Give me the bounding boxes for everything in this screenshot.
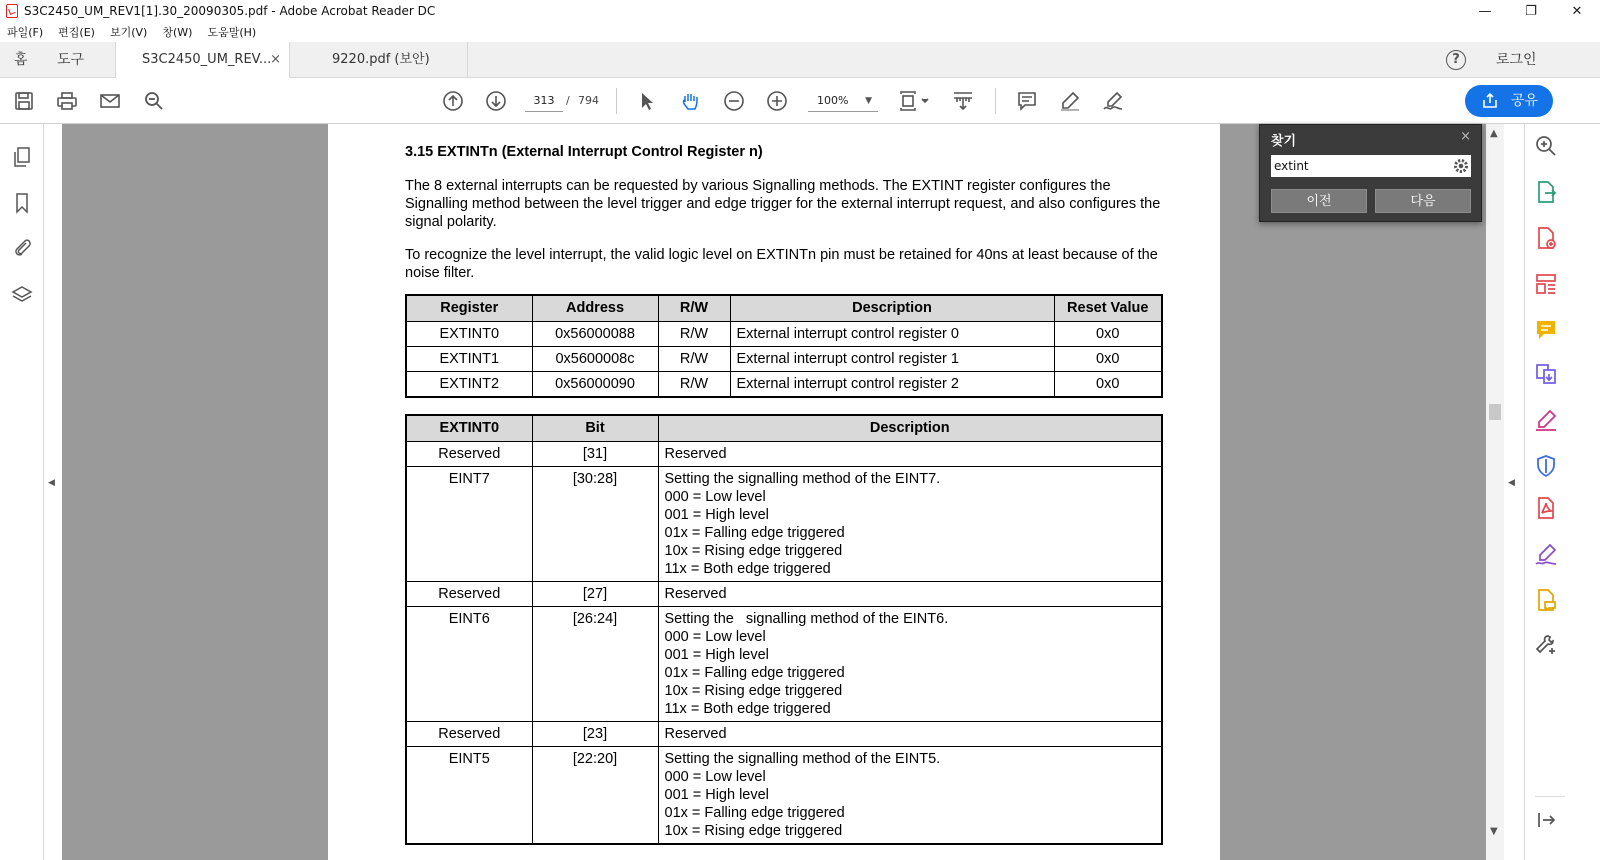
table-header-cell: R/W: [658, 295, 730, 322]
find-query: extint: [1274, 159, 1309, 173]
rail-divider: [1535, 796, 1565, 797]
share-button[interactable]: [1465, 85, 1553, 117]
table-cell: EINT5: [406, 747, 532, 845]
pages-icon[interactable]: [11, 146, 33, 168]
table-cell: 0x0: [1054, 347, 1162, 372]
description-line: 001 = High level: [664, 787, 769, 803]
table-cell: [658, 722, 1162, 747]
sign-icon[interactable]: [1102, 90, 1124, 112]
table-header-cell: Bit: [532, 415, 658, 442]
share-label: 공유: [1511, 93, 1539, 109]
paragraph-level-interrupt: To recognize the level interrupt, the valid logic level on EXTINTn pin must be retained for 40ns at least because of the noise filter.: [405, 247, 1158, 281]
table-cell: R/W: [658, 347, 730, 372]
table-cell: EXTINT1: [406, 347, 532, 372]
table-cell: [22:20]: [532, 747, 658, 845]
table-header-row: [406, 415, 1162, 442]
zoom-search-icon[interactable]: [1534, 134, 1558, 158]
description-line: 001 = High level: [664, 647, 769, 663]
toolbar-divider: [616, 88, 617, 114]
highlight-icon[interactable]: [1059, 90, 1081, 112]
find-panel-title: 찾기: [1271, 134, 1297, 149]
description-line: Reserved: [664, 446, 727, 462]
table-header-cell: Address: [532, 295, 658, 322]
more-tools-icon[interactable]: [1534, 632, 1558, 656]
create-pdf-icon[interactable]: [1534, 226, 1558, 250]
table-cell: [658, 582, 1162, 607]
table-cell: [23]: [532, 722, 658, 747]
find-close-icon[interactable]: ×: [1460, 129, 1471, 144]
description-line: 000 = Low level: [664, 489, 766, 505]
title-bar: [0, 0, 1600, 22]
register-table: [405, 294, 1163, 398]
adobe-pdf-icon[interactable]: [1534, 496, 1558, 520]
scroll-down-icon[interactable]: ▼: [1490, 826, 1498, 837]
scrollbar-thumb[interactable]: [1489, 404, 1501, 420]
left-navigation-panel: [0, 124, 44, 860]
menu-bar: [0, 22, 1600, 42]
menu-edit[interactable]: 편집(E): [58, 26, 95, 39]
section-heading: 3.15 EXTINTn (External Interrupt Control Register n): [405, 144, 763, 160]
table-row: [406, 582, 1162, 607]
table-cell: [26:24]: [532, 607, 658, 722]
bookmark-icon[interactable]: [11, 192, 33, 214]
tab-document-secondary[interactable]: [290, 42, 468, 78]
table-cell: 0x0: [1054, 372, 1162, 398]
description-line: 01x = Falling edge triggered: [664, 665, 845, 681]
table-cell: R/W: [658, 322, 730, 347]
help-icon[interactable]: ?: [1446, 50, 1466, 70]
toolbar-divider: [995, 88, 996, 114]
table-cell: [30:28]: [532, 467, 658, 582]
table-cell: External interrupt control register 0: [730, 322, 1054, 347]
table-header-row: [406, 295, 1162, 322]
table-cell: 0x0: [1054, 322, 1162, 347]
tab-document-label: 9220.pdf (보안): [332, 52, 430, 67]
collapse-panel-icon[interactable]: [1534, 808, 1558, 832]
description-line: Setting the signalling method of the EINT7.: [664, 471, 941, 487]
gear-icon[interactable]: [1453, 158, 1469, 174]
table-cell: External interrupt control register 1: [730, 347, 1054, 372]
table-cell: Reserved: [406, 582, 532, 607]
table-row: [406, 747, 1162, 845]
menu-file[interactable]: 파일(F): [7, 26, 44, 39]
table-cell: [658, 607, 1162, 722]
table-header-cell: Reset Value: [1054, 295, 1162, 322]
description-line: Setting the signalling method of the EINT5.: [664, 751, 941, 767]
page-total: 794: [578, 94, 599, 107]
search-icon[interactable]: [143, 90, 165, 112]
table-cell: 0x56000090: [532, 372, 658, 398]
right-tools-pane: [1524, 124, 1600, 860]
find-previous-button[interactable]: 이전: [1271, 189, 1367, 213]
table-cell: 0x5600008c: [532, 347, 658, 372]
table-header-cell: EXTINT0: [406, 415, 532, 442]
send-review-icon[interactable]: [1534, 588, 1558, 612]
zoom-value: 100%: [817, 94, 849, 107]
attachment-icon[interactable]: [11, 236, 33, 258]
toolbar: [0, 78, 1600, 124]
edit-pdf-icon[interactable]: [1534, 272, 1558, 296]
description-line: 10x = Rising edge triggered: [664, 543, 843, 559]
page-number-input[interactable]: 313: [525, 90, 563, 112]
table-cell: Reserved: [406, 722, 532, 747]
table-row: [406, 347, 1162, 372]
menu-window[interactable]: 창(W): [162, 26, 193, 39]
table-row: [406, 467, 1162, 582]
description-line: 01x = Falling edge triggered: [664, 525, 845, 541]
description-line: 000 = Low level: [664, 769, 766, 785]
print-icon[interactable]: [56, 90, 78, 112]
scroll-mode-icon[interactable]: [952, 90, 974, 112]
page-separator: /: [566, 94, 570, 107]
table-row: [406, 322, 1162, 347]
table-cell: EXTINT0: [406, 322, 532, 347]
table-cell: R/W: [658, 372, 730, 398]
export-pdf-icon[interactable]: [1534, 180, 1558, 204]
share-icon: [1482, 93, 1498, 109]
bit-field-table: [405, 414, 1163, 845]
find-panel: [1259, 124, 1482, 222]
comment-tool-icon[interactable]: [1534, 318, 1558, 342]
description-line: 11x = Both edge triggered: [664, 701, 831, 717]
table-header-cell: Register: [406, 295, 532, 322]
pdf-page: [328, 124, 1220, 860]
table-cell: EXTINT2: [406, 372, 532, 398]
table-row: [406, 722, 1162, 747]
minimize-button[interactable]: —: [1478, 3, 1492, 19]
collapse-left-panel-icon[interactable]: ◀: [48, 478, 55, 488]
restore-button[interactable]: ❐: [1525, 3, 1537, 19]
table-cell: External interrupt control register 2: [730, 372, 1054, 398]
hand-tool-icon[interactable]: [679, 90, 701, 112]
protect-icon[interactable]: [1534, 454, 1558, 478]
window-title: S3C2450_UM_REV1[1].30_20090305.pdf - Adobe Acrobat Reader DC: [24, 4, 436, 18]
table-row: [406, 372, 1162, 398]
save-icon[interactable]: [13, 90, 35, 112]
combine-files-icon[interactable]: [1534, 362, 1558, 386]
find-next-button[interactable]: 다음: [1375, 189, 1471, 213]
next-page-icon[interactable]: [485, 90, 507, 112]
collapse-right-panel-icon[interactable]: ◀: [1508, 478, 1515, 488]
description-line: Reserved: [664, 586, 727, 602]
table-cell: [27]: [532, 582, 658, 607]
select-tool-icon[interactable]: [636, 90, 658, 112]
description-line: 10x = Rising edge triggered: [664, 823, 843, 839]
table-header-cell: Description: [730, 295, 1054, 322]
description-line: 10x = Rising edge triggered: [664, 683, 843, 699]
layers-icon[interactable]: [11, 284, 33, 306]
description-line: 01x = Falling edge triggered: [664, 805, 845, 821]
table-row: [406, 442, 1162, 467]
email-icon[interactable]: [99, 90, 121, 112]
table-cell: EINT7: [406, 467, 532, 582]
table-cell: [31]: [532, 442, 658, 467]
document-viewport[interactable]: [62, 124, 1486, 860]
scroll-up-icon[interactable]: ▲: [1490, 128, 1498, 139]
close-window-button[interactable]: ✕: [1571, 3, 1583, 19]
description-line: Reserved: [664, 726, 727, 742]
tab-home[interactable]: 홈: [14, 52, 28, 68]
vertical-scrollbar[interactable]: [1486, 124, 1504, 860]
comment-icon[interactable]: [1016, 90, 1038, 112]
table-cell: Reserved: [406, 442, 532, 467]
table-cell: EINT6: [406, 607, 532, 722]
table-cell: [658, 467, 1162, 582]
find-input[interactable]: [1271, 155, 1471, 177]
tab-close-icon[interactable]: ×: [270, 52, 281, 67]
acrobat-app-icon: [6, 4, 18, 18]
table-cell: [658, 747, 1162, 845]
chevron-down-icon: ▼: [865, 96, 872, 106]
login-link[interactable]: 로그인: [1496, 52, 1537, 68]
zoom-out-icon[interactable]: [723, 90, 745, 112]
tab-tools[interactable]: 도구: [57, 52, 85, 68]
fill-sign-icon[interactable]: [1534, 408, 1558, 432]
zoom-select[interactable]: [808, 90, 878, 112]
tab-bar: [0, 42, 1600, 78]
paragraph-intro: The 8 external interrupts can be requested by various Signalling methods. The EXTINT register configures the Signalling method between the level trigger and edge trigger for the external interrupt request, and also configures the signal polarity.: [405, 178, 1161, 230]
prev-page-icon[interactable]: [442, 90, 464, 112]
description-line: 11x = Both edge triggered: [664, 561, 831, 577]
tab-document-active[interactable]: [115, 42, 290, 79]
zoom-in-icon[interactable]: [766, 90, 788, 112]
tab-document-label: S3C2450_UM_REV...: [142, 52, 272, 67]
table-header-cell: Description: [658, 415, 1162, 442]
table-row: [406, 607, 1162, 722]
description-line: Setting the signalling method of the EINT6.: [664, 611, 949, 627]
description-line: 000 = Low level: [664, 629, 766, 645]
page-fit-icon[interactable]: [898, 90, 932, 112]
table-cell: [658, 442, 1162, 467]
table-cell: 0x56000088: [532, 322, 658, 347]
menu-help[interactable]: 도움말(H): [207, 26, 257, 39]
request-sign-icon[interactable]: [1534, 542, 1558, 566]
menu-view[interactable]: 보기(V): [109, 26, 148, 39]
description-line: 001 = High level: [664, 507, 769, 523]
